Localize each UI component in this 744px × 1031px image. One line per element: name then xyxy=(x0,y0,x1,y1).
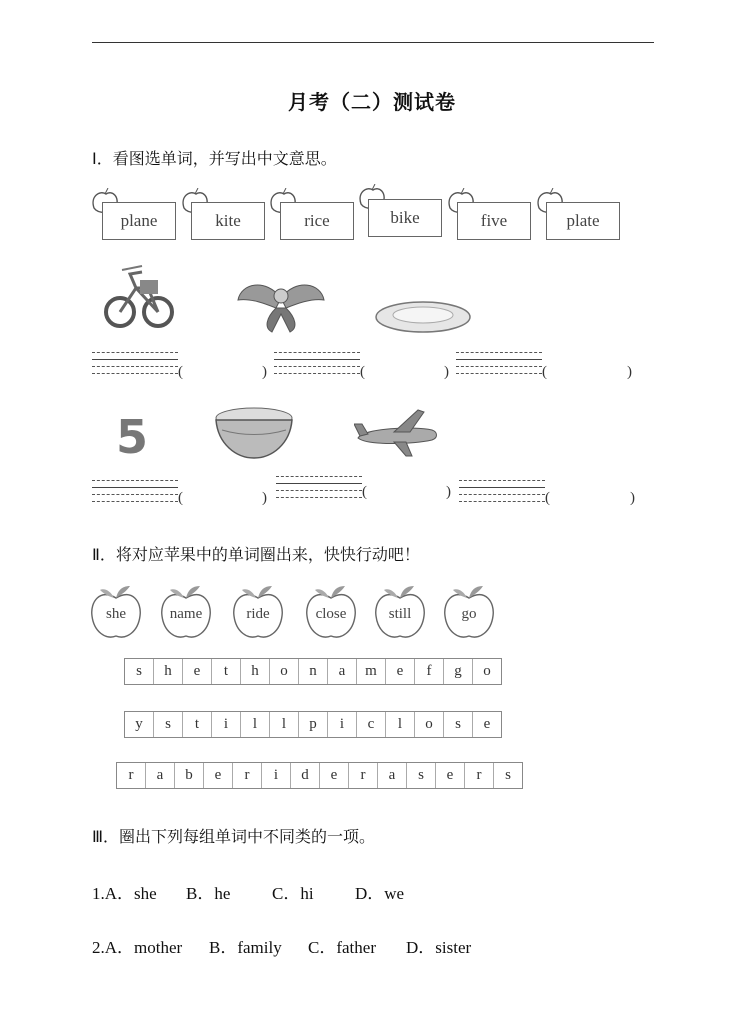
rice-bowl-picture xyxy=(212,404,296,460)
letter-grid-row-1 xyxy=(124,658,502,685)
paren-close: ) xyxy=(627,364,632,380)
letter-grid-row-3 xyxy=(116,762,523,789)
answer-lines[interactable] xyxy=(276,476,362,504)
letter-cell[interactable]: s xyxy=(444,712,473,737)
paren-close: ) xyxy=(262,490,267,506)
letter-cell[interactable]: i xyxy=(212,712,241,737)
letter-cell[interactable]: h xyxy=(241,659,270,684)
answer-lines[interactable] xyxy=(274,352,360,380)
letter-cell[interactable]: e xyxy=(183,659,212,684)
letter-cell[interactable]: g xyxy=(444,659,473,684)
section-1-heading: Ⅰ．看图选单词，并写出中文意思。 xyxy=(92,149,337,168)
letter-cell[interactable]: p xyxy=(299,712,328,737)
section-2-heading: Ⅱ．将对应苹果中的单词圈出来，快快行动吧！ xyxy=(92,545,420,564)
letter-cell[interactable]: d xyxy=(291,763,320,788)
letter-grid-row-2 xyxy=(124,711,502,738)
letter-cell[interactable]: n xyxy=(299,659,328,684)
header-rule xyxy=(92,42,654,43)
letter-cell[interactable]: f xyxy=(415,659,444,684)
question-1 xyxy=(92,879,404,904)
letter-cell[interactable]: a xyxy=(146,763,175,788)
page-title: 月考（二）测试卷 xyxy=(288,90,456,114)
word-card-five: five xyxy=(457,202,531,240)
letter-cell[interactable]: c xyxy=(357,712,386,737)
option-a[interactable]: 1.A．she xyxy=(92,884,157,903)
option-d[interactable]: D．we xyxy=(355,884,405,903)
letter-cell[interactable]: l xyxy=(386,712,415,737)
letter-cell[interactable]: s xyxy=(407,763,436,788)
answer-lines[interactable] xyxy=(459,480,545,508)
paren-open: ( xyxy=(178,364,183,380)
answer-lines[interactable] xyxy=(92,480,178,508)
letter-cell[interactable]: l xyxy=(270,712,299,737)
paren-open: ( xyxy=(360,364,365,380)
word-card-kite: kite xyxy=(191,202,265,240)
letter-cell[interactable]: s xyxy=(154,712,183,737)
letter-cell[interactable]: e xyxy=(320,763,349,788)
letter-cell[interactable]: i xyxy=(328,712,357,737)
number-five-picture: 5 xyxy=(116,410,149,464)
paren-close: ) xyxy=(446,484,451,500)
paren-open: ( xyxy=(362,484,367,500)
apple-word-ride: ride xyxy=(246,606,270,622)
letter-cell[interactable]: h xyxy=(154,659,183,684)
word-card-plane: plane xyxy=(102,202,176,240)
option-b[interactable]: B．he xyxy=(186,884,231,903)
letter-cell[interactable]: i xyxy=(262,763,291,788)
letter-cell[interactable]: r xyxy=(233,763,262,788)
letter-cell[interactable]: e xyxy=(386,659,415,684)
question-2 xyxy=(92,933,471,958)
letter-cell[interactable]: y xyxy=(125,712,154,737)
answer-lines[interactable] xyxy=(456,352,542,380)
letter-cell[interactable]: m xyxy=(357,659,386,684)
letter-cell[interactable]: t xyxy=(212,659,241,684)
letter-cell[interactable]: o xyxy=(415,712,444,737)
letter-cell[interactable]: a xyxy=(328,659,357,684)
letter-cell[interactable]: b xyxy=(175,763,204,788)
bicycle-picture xyxy=(102,262,182,332)
option-c[interactable]: C．hi xyxy=(272,884,314,903)
letter-cell[interactable]: o xyxy=(483,663,491,679)
option-d[interactable]: D．sister xyxy=(406,938,472,957)
option-c[interactable]: C．father xyxy=(308,938,376,957)
paren-open: ( xyxy=(542,364,547,380)
word-card-bike: bike xyxy=(368,199,442,237)
word-card-plate: plate xyxy=(546,202,620,240)
plate-picture xyxy=(374,300,472,334)
option-b[interactable]: B．family xyxy=(209,938,282,957)
letter-cell[interactable]: e xyxy=(204,763,233,788)
apple-word-go: go xyxy=(461,606,477,622)
letter-cell[interactable]: o xyxy=(270,659,299,684)
letter-cell[interactable]: a xyxy=(378,763,407,788)
paren-open: ( xyxy=(178,490,183,506)
letter-cell[interactable]: e xyxy=(483,716,491,732)
paren-close: ) xyxy=(262,364,267,380)
letter-cell[interactable]: r xyxy=(465,763,494,788)
letter-cell[interactable]: e xyxy=(436,763,465,788)
letter-cell[interactable]: r xyxy=(117,763,146,788)
answer-lines[interactable] xyxy=(92,352,178,380)
apple-word-close: close xyxy=(315,606,347,622)
letter-cell[interactable]: s xyxy=(125,659,154,684)
section-3-heading: Ⅲ．圈出下列每组单词中不同类的一项。 xyxy=(92,827,376,846)
paren-close: ) xyxy=(444,364,449,380)
letter-cell[interactable]: t xyxy=(183,712,212,737)
letter-cell[interactable]: s xyxy=(505,767,511,783)
kite-picture xyxy=(236,278,326,336)
letter-cell[interactable]: r xyxy=(349,763,378,788)
apple-word-still: still xyxy=(388,606,412,622)
airplane-picture xyxy=(354,408,438,458)
letter-cell[interactable]: l xyxy=(241,712,270,737)
apple-word-name: name xyxy=(169,606,203,622)
apple-word-she: she xyxy=(106,606,126,622)
paren-open: ( xyxy=(545,490,550,506)
word-card-rice: rice xyxy=(280,202,354,240)
option-a[interactable]: 2.A．mother xyxy=(92,938,183,957)
paren-close: ) xyxy=(630,490,635,506)
